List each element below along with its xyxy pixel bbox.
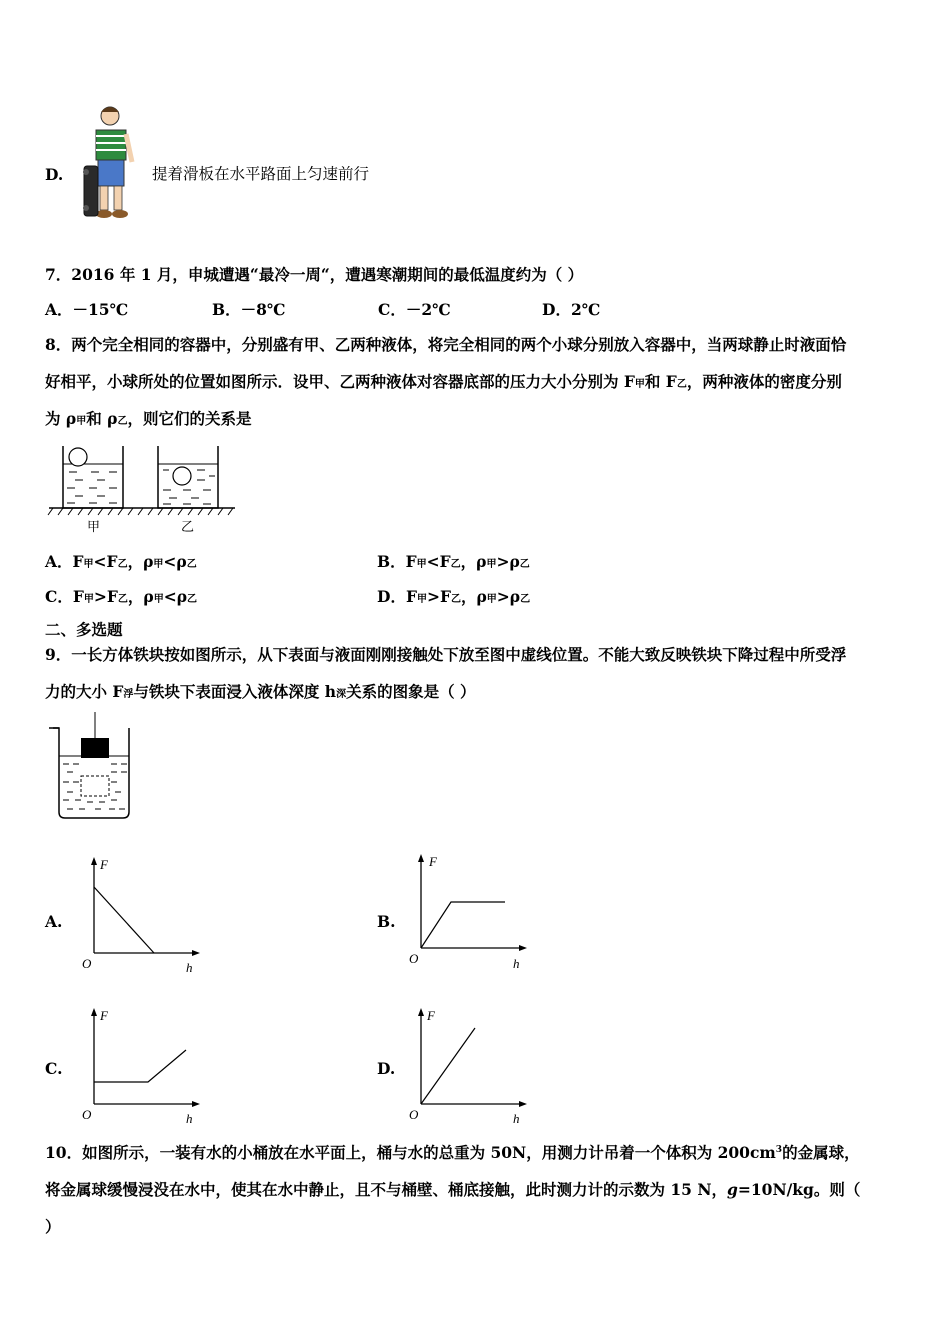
q9-graph-d-y-label: F <box>427 1008 435 1023</box>
q10-stem-line2: 将金属球缓慢浸没在水中，使其在水中静止，且不与桶壁、桶底接触，此时测力计的示数为 15 N，g=10N/kg。则（ <box>45 1180 861 1199</box>
q9-graph-c <box>78 1006 203 1128</box>
q8-fig-label-jia: 甲 <box>87 520 101 535</box>
section-heading: 二、多选题 <box>45 620 123 639</box>
q8-option-c[interactable]: C．F甲>F乙，ρ甲<ρ乙 <box>45 587 197 606</box>
q8-option-a[interactable]: A．F甲<F乙，ρ甲<ρ乙 <box>45 552 197 571</box>
q8-option-d[interactable]: D．F甲>F乙，ρ甲>ρ乙 <box>377 587 531 606</box>
q9-graph-b-curve <box>421 902 505 948</box>
q6-option-d-label[interactable]: D. <box>45 165 64 184</box>
q7-option-d[interactable]: D．2℃ <box>542 300 601 319</box>
q9-graph-b-y-label: F <box>429 854 437 869</box>
q9-graph-d-label[interactable]: D. <box>377 1059 396 1078</box>
q8-option-b[interactable]: B．F甲<F乙，ρ甲>ρ乙 <box>377 552 530 571</box>
q8-stem-line1: 8．两个完全相同的容器中，分别盛有甲、乙两种液体，将完全相同的两个小球分别放入容器中，当两球静止时液面恰 <box>45 335 847 354</box>
q9-graph-c-x-label: h <box>186 1111 193 1126</box>
q9-graph-a-x-label: h <box>186 960 193 975</box>
q9-graph-b <box>405 852 530 974</box>
q7-option-c[interactable]: C．－2℃ <box>378 300 451 319</box>
q8-containers-figure <box>45 440 240 540</box>
q9-graph-a-y-label: F <box>100 857 108 872</box>
q9-graph-a-origin: O <box>82 956 92 971</box>
q7-stem: 7．2016 年 1 月，申城遭遇“最冷一周“，遭遇寒潮期间的最低温度约为（ ） <box>45 265 584 284</box>
q9-stem-line1: 9．一长方体铁块按如图所示，从下表面与液面刚刚接触处下放至图中虚线位置。不能大致反映铁块下降过程中所受浮 <box>45 645 847 664</box>
q9-graph-d-curve <box>421 1028 475 1104</box>
q8-stem-line3: 为 ρ甲和 ρ乙，则它们的关系是 <box>45 409 252 428</box>
q9-graph-c-origin: O <box>82 1107 92 1122</box>
q9-graph-c-y-label: F <box>100 1008 108 1023</box>
q9-graph-a-curve <box>94 887 154 953</box>
q9-graph-d-origin: O <box>409 1107 419 1122</box>
q7-option-a[interactable]: A．－15℃ <box>45 300 129 319</box>
q8-stem-line2: 好相平，小球所处的位置如图所示．设甲、乙两种液体对容器底部的压力大小分别为 F甲和 F乙，两种液体的密度分别 <box>45 372 842 391</box>
q10-stem-line1: 10．如图所示，一装有水的小桶放在水平面上，桶与水的总重为 50N，用测力计吊着一个体积为 $200cm^3$的金属球， <box>45 1143 860 1162</box>
q6-option-d-text: 提着滑板在水平路面上匀速前行 <box>152 165 370 183</box>
q9-graph-d-x-label: h <box>513 1111 520 1126</box>
q9-graph-b-x-label: h <box>513 956 520 971</box>
q9-graph-c-label[interactable]: C. <box>45 1059 63 1078</box>
q9-graph-d <box>405 1006 530 1128</box>
q9-stem-line2: 力的大小 F浮与铁块下表面浸入液体深度 h深关系的图象是（ ） <box>45 682 476 701</box>
boy-with-skateboard-illustration <box>78 104 138 224</box>
q7-option-b[interactable]: B．－8℃ <box>212 300 286 319</box>
q9-graph-b-label[interactable]: B. <box>377 912 396 931</box>
q9-graph-c-curve <box>94 1050 186 1082</box>
q9-graph-a <box>78 855 203 977</box>
q9-beaker-figure <box>45 712 135 822</box>
q9-graph-b-origin: O <box>409 951 419 966</box>
q8-fig-label-yi: 乙 <box>181 520 195 535</box>
q10-stem-line3: ） <box>45 1217 61 1236</box>
q9-graph-a-label[interactable]: A. <box>45 912 63 931</box>
